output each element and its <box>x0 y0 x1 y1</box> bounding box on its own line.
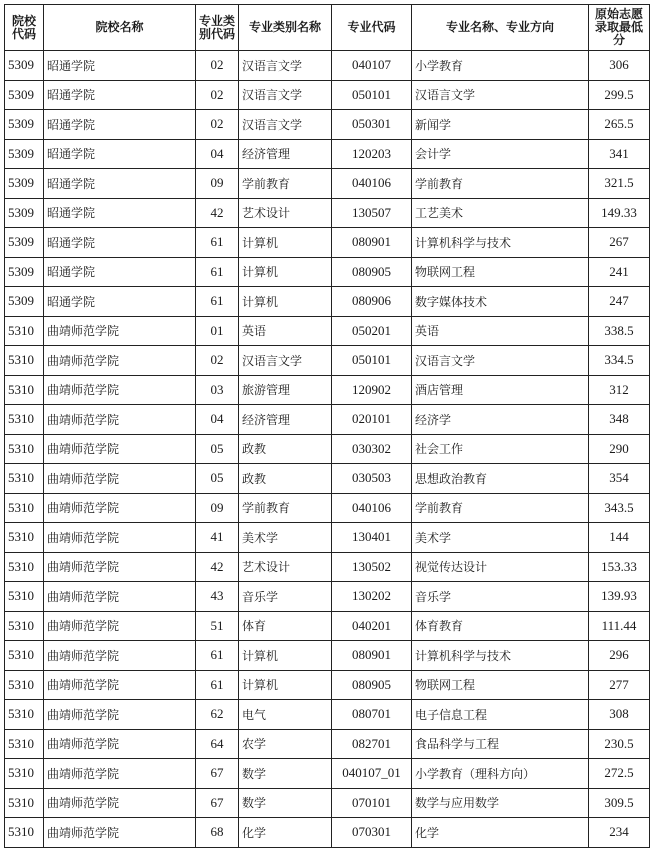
cell-school-name: 曲靖师范学院 <box>44 670 196 700</box>
table-row <box>5 464 650 494</box>
table-row <box>5 169 650 199</box>
cell-major-name: 社会工作 <box>412 434 589 464</box>
table-row <box>5 80 650 110</box>
cell-category-code: 61 <box>196 257 239 287</box>
cell-category-name: 政教 <box>239 464 332 494</box>
cell-category-code: 05 <box>196 464 239 494</box>
cell-min-score: 265.5 <box>589 110 650 140</box>
cell-min-score: 290 <box>589 434 650 464</box>
table-row <box>5 552 650 582</box>
header-major-code: 专业代码 <box>332 5 412 51</box>
cell-major-name: 酒店管理 <box>412 375 589 405</box>
cell-major-code: 040106 <box>332 169 412 199</box>
cell-major-code: 080905 <box>332 670 412 700</box>
cell-category-name: 汉语言文学 <box>239 346 332 376</box>
table-row <box>5 375 650 405</box>
cell-school-code: 5310 <box>5 729 44 759</box>
cell-category-name: 艺术设计 <box>239 552 332 582</box>
table-row <box>5 582 650 612</box>
cell-major-code: 040107 <box>332 51 412 81</box>
cell-min-score: 321.5 <box>589 169 650 199</box>
cell-category-name: 化学 <box>239 818 332 848</box>
cell-major-name: 汉语言文学 <box>412 80 589 110</box>
table-row <box>5 257 650 287</box>
cell-min-score: 354 <box>589 464 650 494</box>
table-row <box>5 818 650 848</box>
cell-category-code: 02 <box>196 110 239 140</box>
cell-category-name: 艺术设计 <box>239 198 332 228</box>
cell-major-name: 小学教育 <box>412 51 589 81</box>
cell-category-name: 汉语言文学 <box>239 51 332 81</box>
cell-school-code: 5310 <box>5 641 44 671</box>
cell-school-name: 曲靖师范学院 <box>44 405 196 435</box>
cell-major-code: 130202 <box>332 582 412 612</box>
cell-category-name: 学前教育 <box>239 493 332 523</box>
cell-school-name: 曲靖师范学院 <box>44 523 196 553</box>
cell-min-score: 348 <box>589 405 650 435</box>
table-row <box>5 700 650 730</box>
cell-major-name: 新闻学 <box>412 110 589 140</box>
cell-school-name: 曲靖师范学院 <box>44 759 196 789</box>
cell-min-score: 111.44 <box>589 611 650 641</box>
cell-school-code: 5309 <box>5 110 44 140</box>
cell-category-name: 汉语言文学 <box>239 80 332 110</box>
cell-school-code: 5309 <box>5 257 44 287</box>
header-category-name: 专业类别名称 <box>239 5 332 51</box>
cell-major-name: 小学教育（理科方向） <box>412 759 589 789</box>
cell-major-name: 体育教育 <box>412 611 589 641</box>
cell-category-code: 02 <box>196 80 239 110</box>
cell-min-score: 144 <box>589 523 650 553</box>
table-row <box>5 198 650 228</box>
header-major-name: 专业名称、专业方向 <box>412 5 589 51</box>
cell-category-code: 62 <box>196 700 239 730</box>
cell-category-name: 学前教育 <box>239 169 332 199</box>
table-row <box>5 346 650 376</box>
cell-category-code: 61 <box>196 228 239 258</box>
cell-min-score: 277 <box>589 670 650 700</box>
cell-major-code: 120902 <box>332 375 412 405</box>
cell-category-name: 数学 <box>239 759 332 789</box>
table-row <box>5 670 650 700</box>
table-row <box>5 110 650 140</box>
cell-school-name: 昭通学院 <box>44 198 196 228</box>
cell-school-name: 曲靖师范学院 <box>44 788 196 818</box>
cell-category-name: 计算机 <box>239 641 332 671</box>
cell-major-code: 040107_01 <box>332 759 412 789</box>
cell-category-code: 04 <box>196 405 239 435</box>
cell-school-code: 5310 <box>5 788 44 818</box>
cell-category-code: 61 <box>196 670 239 700</box>
cell-school-code: 5309 <box>5 228 44 258</box>
cell-category-name: 经济管理 <box>239 139 332 169</box>
table-row <box>5 228 650 258</box>
cell-major-code: 082701 <box>332 729 412 759</box>
cell-school-code: 5309 <box>5 80 44 110</box>
cell-school-code: 5310 <box>5 818 44 848</box>
cell-category-code: 09 <box>196 169 239 199</box>
cell-school-name: 曲靖师范学院 <box>44 316 196 346</box>
cell-school-code: 5310 <box>5 523 44 553</box>
cell-major-name: 英语 <box>412 316 589 346</box>
cell-category-code: 04 <box>196 139 239 169</box>
cell-category-code: 03 <box>196 375 239 405</box>
cell-major-code: 020101 <box>332 405 412 435</box>
cell-school-name: 曲靖师范学院 <box>44 434 196 464</box>
cell-major-name: 会计学 <box>412 139 589 169</box>
cell-school-code: 5310 <box>5 759 44 789</box>
cell-category-name: 汉语言文学 <box>239 110 332 140</box>
cell-school-name: 曲靖师范学院 <box>44 611 196 641</box>
cell-major-code: 130507 <box>332 198 412 228</box>
cell-category-code: 61 <box>196 287 239 317</box>
cell-major-code: 040106 <box>332 493 412 523</box>
cell-school-code: 5310 <box>5 375 44 405</box>
cell-min-score: 234 <box>589 818 650 848</box>
cell-school-name: 昭通学院 <box>44 139 196 169</box>
cell-school-code: 5310 <box>5 670 44 700</box>
cell-major-code: 050101 <box>332 80 412 110</box>
cell-category-code: 64 <box>196 729 239 759</box>
cell-category-name: 经济管理 <box>239 405 332 435</box>
table-row <box>5 316 650 346</box>
table-row <box>5 641 650 671</box>
header-school-name: 院校名称 <box>44 5 196 51</box>
cell-major-code: 080905 <box>332 257 412 287</box>
cell-major-name: 物联网工程 <box>412 257 589 287</box>
cell-major-code: 080901 <box>332 228 412 258</box>
cell-major-code: 070301 <box>332 818 412 848</box>
cell-major-name: 食品科学与工程 <box>412 729 589 759</box>
table-row <box>5 729 650 759</box>
cell-school-name: 曲靖师范学院 <box>44 375 196 405</box>
cell-category-name: 美术学 <box>239 523 332 553</box>
cell-school-name: 昭通学院 <box>44 228 196 258</box>
cell-min-score: 139.93 <box>589 582 650 612</box>
cell-major-code: 050201 <box>332 316 412 346</box>
cell-major-code: 080906 <box>332 287 412 317</box>
cell-school-code: 5310 <box>5 434 44 464</box>
cell-school-name: 曲靖师范学院 <box>44 552 196 582</box>
cell-school-code: 5310 <box>5 493 44 523</box>
cell-category-code: 01 <box>196 316 239 346</box>
cell-min-score: 343.5 <box>589 493 650 523</box>
cell-major-name: 思想政治教育 <box>412 464 589 494</box>
table-row <box>5 434 650 464</box>
cell-category-code: 42 <box>196 198 239 228</box>
cell-school-name: 曲靖师范学院 <box>44 641 196 671</box>
cell-school-name: 曲靖师范学院 <box>44 493 196 523</box>
header-school-code: 院校代码 <box>5 5 44 51</box>
cell-min-score: 241 <box>589 257 650 287</box>
cell-school-name: 昭通学院 <box>44 169 196 199</box>
cell-school-code: 5310 <box>5 582 44 612</box>
cell-min-score: 230.5 <box>589 729 650 759</box>
cell-major-name: 物联网工程 <box>412 670 589 700</box>
cell-min-score: 306 <box>589 51 650 81</box>
cell-major-code: 030503 <box>332 464 412 494</box>
cell-category-code: 09 <box>196 493 239 523</box>
cell-major-name: 数学与应用数学 <box>412 788 589 818</box>
cell-category-name: 计算机 <box>239 287 332 317</box>
cell-min-score: 341 <box>589 139 650 169</box>
cell-school-name: 昭通学院 <box>44 287 196 317</box>
cell-major-name: 学前教育 <box>412 493 589 523</box>
cell-school-code: 5310 <box>5 464 44 494</box>
cell-category-name: 计算机 <box>239 670 332 700</box>
cell-category-name: 农学 <box>239 729 332 759</box>
table-row <box>5 611 650 641</box>
table-row <box>5 788 650 818</box>
cell-min-score: 299.5 <box>589 80 650 110</box>
cell-school-name: 曲靖师范学院 <box>44 818 196 848</box>
cell-category-code: 05 <box>196 434 239 464</box>
cell-min-score: 149.33 <box>589 198 650 228</box>
cell-category-code: 02 <box>196 346 239 376</box>
table-body <box>5 51 650 848</box>
cell-min-score: 272.5 <box>589 759 650 789</box>
cell-min-score: 309.5 <box>589 788 650 818</box>
cell-school-name: 曲靖师范学院 <box>44 582 196 612</box>
table-row <box>5 405 650 435</box>
admission-score-table <box>4 4 650 848</box>
cell-school-code: 5310 <box>5 700 44 730</box>
cell-category-name: 电气 <box>239 700 332 730</box>
cell-major-code: 030302 <box>332 434 412 464</box>
table-row <box>5 139 650 169</box>
cell-major-code: 050101 <box>332 346 412 376</box>
cell-major-name: 计算机科学与技术 <box>412 228 589 258</box>
cell-major-name: 经济学 <box>412 405 589 435</box>
cell-major-name: 计算机科学与技术 <box>412 641 589 671</box>
table-row <box>5 759 650 789</box>
cell-school-name: 昭通学院 <box>44 51 196 81</box>
cell-category-code: 61 <box>196 641 239 671</box>
cell-major-name: 汉语言文学 <box>412 346 589 376</box>
cell-category-code: 67 <box>196 759 239 789</box>
cell-category-code: 02 <box>196 51 239 81</box>
cell-category-code: 68 <box>196 818 239 848</box>
cell-school-name: 昭通学院 <box>44 80 196 110</box>
cell-major-code: 070101 <box>332 788 412 818</box>
cell-major-code: 040201 <box>332 611 412 641</box>
cell-min-score: 153.33 <box>589 552 650 582</box>
cell-major-name: 音乐学 <box>412 582 589 612</box>
cell-major-code: 050301 <box>332 110 412 140</box>
table-row <box>5 493 650 523</box>
cell-school-name: 曲靖师范学院 <box>44 346 196 376</box>
table-header <box>5 5 650 51</box>
cell-major-name: 工艺美术 <box>412 198 589 228</box>
cell-major-name: 视觉传达设计 <box>412 552 589 582</box>
header-min-score: 原始志愿录取最低分 <box>589 5 650 51</box>
header-category-code: 专业类别代码 <box>196 5 239 51</box>
cell-category-name: 旅游管理 <box>239 375 332 405</box>
cell-school-name: 曲靖师范学院 <box>44 464 196 494</box>
cell-school-code: 5309 <box>5 169 44 199</box>
cell-min-score: 267 <box>589 228 650 258</box>
cell-min-score: 338.5 <box>589 316 650 346</box>
cell-school-name: 昭通学院 <box>44 257 196 287</box>
cell-min-score: 334.5 <box>589 346 650 376</box>
cell-major-name: 电子信息工程 <box>412 700 589 730</box>
cell-category-name: 英语 <box>239 316 332 346</box>
cell-major-code: 130401 <box>332 523 412 553</box>
cell-category-name: 数学 <box>239 788 332 818</box>
cell-school-code: 5310 <box>5 346 44 376</box>
cell-major-code: 120203 <box>332 139 412 169</box>
cell-major-name: 美术学 <box>412 523 589 553</box>
cell-major-name: 数字媒体技术 <box>412 287 589 317</box>
cell-category-name: 体育 <box>239 611 332 641</box>
cell-min-score: 312 <box>589 375 650 405</box>
cell-category-name: 计算机 <box>239 257 332 287</box>
cell-category-name: 政教 <box>239 434 332 464</box>
table-row <box>5 287 650 317</box>
cell-school-code: 5310 <box>5 405 44 435</box>
cell-category-code: 51 <box>196 611 239 641</box>
cell-major-code: 080901 <box>332 641 412 671</box>
cell-school-code: 5309 <box>5 51 44 81</box>
cell-school-code: 5309 <box>5 198 44 228</box>
cell-major-code: 080701 <box>332 700 412 730</box>
cell-school-code: 5309 <box>5 139 44 169</box>
cell-category-code: 41 <box>196 523 239 553</box>
cell-school-code: 5310 <box>5 611 44 641</box>
cell-major-code: 130502 <box>332 552 412 582</box>
cell-school-code: 5309 <box>5 287 44 317</box>
cell-min-score: 308 <box>589 700 650 730</box>
cell-category-code: 67 <box>196 788 239 818</box>
cell-school-name: 曲靖师范学院 <box>44 729 196 759</box>
cell-min-score: 296 <box>589 641 650 671</box>
cell-min-score: 247 <box>589 287 650 317</box>
cell-major-name: 化学 <box>412 818 589 848</box>
cell-category-code: 43 <box>196 582 239 612</box>
header-row <box>5 5 650 51</box>
table-row <box>5 51 650 81</box>
cell-school-name: 曲靖师范学院 <box>44 700 196 730</box>
cell-school-code: 5310 <box>5 552 44 582</box>
cell-school-name: 昭通学院 <box>44 110 196 140</box>
cell-category-name: 音乐学 <box>239 582 332 612</box>
cell-category-name: 计算机 <box>239 228 332 258</box>
cell-major-name: 学前教育 <box>412 169 589 199</box>
cell-school-code: 5310 <box>5 316 44 346</box>
table-row <box>5 523 650 553</box>
cell-category-code: 42 <box>196 552 239 582</box>
